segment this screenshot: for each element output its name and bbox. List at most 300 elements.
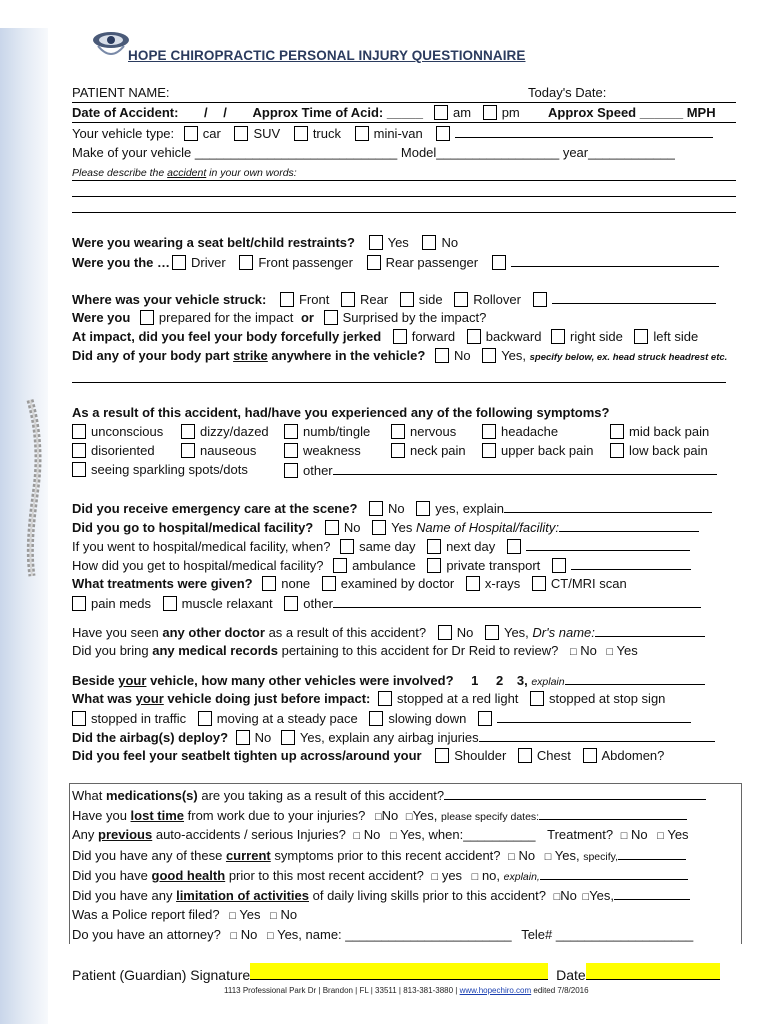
muscle-relaxant-checkbox[interactable]: [163, 596, 177, 611]
front-passenger-checkbox[interactable]: [239, 255, 253, 270]
treat-no-checkbox[interactable]: □: [620, 830, 628, 842]
strike-yes-label: Yes,: [501, 348, 527, 363]
other-when-line[interactable]: [526, 537, 690, 551]
health-yes-checkbox[interactable]: □: [431, 871, 439, 883]
records-no-checkbox[interactable]: □: [569, 646, 577, 658]
police-no-checkbox[interactable]: □: [270, 910, 277, 922]
pm-checkbox[interactable]: [483, 105, 497, 120]
numb-checkbox[interactable]: [284, 424, 298, 439]
vehicles-q-post: vehicle, how many other vehicles were involved?: [150, 673, 454, 688]
seatbelt-question: Were you wearing a seat belt/child restraints?: [72, 235, 355, 250]
surprised-label: Surprised by the impact?: [342, 310, 487, 325]
dizzy-checkbox[interactable]: [181, 424, 195, 439]
current-specify: specify,: [583, 851, 619, 863]
drs-name-line[interactable]: [595, 623, 705, 637]
struck-row: [72, 290, 716, 308]
date-slashes[interactable]: / /: [204, 105, 227, 120]
weakness-checkbox[interactable]: [284, 443, 298, 458]
current-line[interactable]: [618, 846, 686, 860]
current-yes-label: Yes,: [554, 848, 580, 863]
headache-checkbox[interactable]: [482, 424, 496, 439]
other-doing-checkbox[interactable]: [478, 711, 492, 726]
pm-label: pm: [501, 105, 520, 120]
rear-label: Rear: [359, 292, 389, 307]
hospital-name-label: Name of Hospital/facility:: [415, 520, 560, 535]
symptom-nauseous: [181, 442, 256, 460]
website-link[interactable]: www.hopechiro.com: [459, 986, 532, 995]
surprised-checkbox[interactable]: [324, 310, 338, 325]
vehicles-explain: explain: [531, 676, 565, 688]
hospital-row: [72, 518, 699, 536]
make-model-row[interactable]: Make of your vehicle ____________________________ Model_________________ year____________: [72, 145, 675, 160]
other-treatment-label: other: [303, 596, 333, 611]
er-no-checkbox[interactable]: [369, 501, 383, 516]
date-of-accident-label: Date of Accident:: [72, 105, 179, 120]
symptom-mid-back: [610, 423, 709, 441]
other-treatment-checkbox[interactable]: [284, 596, 298, 611]
chest-label: Chest: [536, 748, 571, 763]
health-line[interactable]: [540, 866, 688, 880]
other-position-checkbox[interactable]: [492, 255, 506, 270]
attorney-yes-label[interactable]: Yes, name: _______________________: [277, 927, 512, 942]
seatbelt-no-label: No: [441, 235, 459, 250]
hospital-question: Did you go to hospital/medical facility?: [72, 520, 314, 535]
traffic-checkbox[interactable]: [72, 711, 86, 726]
forward-label: forward: [411, 329, 456, 344]
disoriented-checkbox[interactable]: [72, 443, 86, 458]
other-transport-line[interactable]: [571, 556, 691, 570]
traffic-label: stopped in traffic: [91, 711, 187, 726]
prev-pre: Any: [72, 827, 95, 842]
lost-specify: please specify dates:: [441, 811, 540, 823]
health-no-checkbox[interactable]: □: [471, 871, 479, 883]
unconscious-checkbox[interactable]: [72, 424, 86, 439]
none-checkbox[interactable]: [262, 576, 276, 591]
stop-sign-checkbox[interactable]: [530, 691, 544, 706]
symptom-neck-pain: [391, 442, 466, 460]
hospital-yes-label: Yes: [391, 520, 413, 535]
prepared-checkbox[interactable]: [140, 310, 154, 325]
how-question: How did you get to hospital/medical facility?: [72, 558, 324, 573]
signature-row: [72, 963, 720, 981]
describe-line-3[interactable]: [72, 212, 736, 213]
symptom-label: upper back pain: [501, 443, 594, 458]
strike-line[interactable]: [72, 382, 726, 383]
next-day-checkbox[interactable]: [427, 539, 441, 554]
er-yes-checkbox[interactable]: [416, 501, 430, 516]
am-checkbox[interactable]: [434, 105, 448, 120]
lost-line[interactable]: [539, 806, 687, 820]
side-label: side: [418, 292, 443, 307]
red-light-checkbox[interactable]: [378, 691, 392, 706]
strike-yes-checkbox[interactable]: [482, 348, 496, 363]
steady-pace-checkbox[interactable]: [198, 711, 212, 726]
patient-name-label: PATIENT NAME:: [72, 85, 170, 100]
doing-row-2: [72, 709, 691, 727]
current-no-label: No: [518, 848, 536, 863]
lost-yes-checkbox[interactable]: □: [405, 811, 413, 823]
sparkling-checkbox[interactable]: [72, 462, 86, 477]
abdomen-label: Abdomen?: [601, 748, 665, 763]
meds-bold: medications(s): [105, 788, 198, 803]
stop-sign-label: stopped at stop sign: [549, 691, 666, 706]
limit-no-checkbox[interactable]: □: [553, 891, 561, 903]
symptom-label: headache: [501, 424, 559, 439]
lost-pre: Have you: [72, 808, 127, 823]
airbag-row: [72, 728, 715, 746]
vehicles-3[interactable]: 3,: [516, 673, 528, 688]
approx-speed-label[interactable]: Approx Speed ______ MPH: [548, 105, 716, 120]
nauseous-checkbox[interactable]: [181, 443, 195, 458]
lost-yes-label: Yes,: [412, 808, 438, 823]
same-day-checkbox[interactable]: [340, 539, 354, 554]
date-of-accident-row: [72, 104, 423, 122]
lost-post: from work due to your injuries?: [187, 808, 366, 823]
vehicle-type-row: [72, 124, 713, 142]
jerked-row: [72, 328, 698, 346]
patient-name-line[interactable]: [72, 102, 736, 103]
shoulder-checkbox[interactable]: [435, 748, 449, 763]
records-row: [72, 642, 638, 660]
health-no-label: no,: [481, 868, 501, 883]
minivan-label: mini-van: [373, 126, 423, 141]
treat-no-label: No: [631, 827, 648, 842]
other-when-checkbox[interactable]: [507, 539, 521, 554]
doctor-row: [72, 623, 705, 641]
meds-line[interactable]: [444, 786, 706, 800]
seatbelt-yes-checkbox[interactable]: [369, 235, 383, 250]
strike-question-post: anywhere in the vehicle?: [271, 348, 426, 363]
backward-checkbox[interactable]: [467, 329, 481, 344]
hospital-no-label: No: [343, 520, 361, 535]
prev-post: auto-accidents / serious Injuries?: [155, 827, 346, 842]
seatbelt-yes-label: Yes: [387, 235, 409, 250]
current-row: [72, 846, 686, 864]
seatbelt-tighten-row: [72, 747, 664, 765]
vehicle-type-label: Your vehicle type:: [72, 126, 175, 141]
treatments-row: [72, 575, 627, 593]
doctor-q-post: as a result of this accident?: [268, 625, 427, 640]
attorney-question: Do you have an attorney?: [72, 927, 221, 942]
xrays-label: x-rays: [484, 576, 521, 591]
police-question: Was a Police report filed?: [72, 907, 220, 922]
front-label: Front: [298, 292, 330, 307]
meds-post: are you taking as a result of this accident?: [201, 788, 445, 803]
suv-label: SUV: [253, 126, 281, 141]
symptom-label: dizzy/dazed: [200, 424, 269, 439]
prepared-label: prepared for the impact: [158, 310, 294, 325]
describe-label: Please describe the accident in your own words:: [72, 167, 297, 179]
police-yes-checkbox[interactable]: □: [229, 910, 236, 922]
or-label: or: [300, 310, 314, 325]
pain-meds-checkbox[interactable]: [72, 596, 86, 611]
symptom-low-back: [610, 442, 708, 460]
limit-pre: Did you have any: [72, 888, 173, 903]
symptom-label: unconscious: [91, 424, 164, 439]
driver-question: Were you the …: [72, 255, 171, 270]
doctor-q-bold: any other doctor: [162, 625, 265, 640]
limit-bold: limitation of activities: [176, 888, 309, 903]
other-vehicle-line[interactable]: [455, 124, 713, 138]
footer: [224, 986, 589, 995]
left-side-label: left side: [653, 329, 699, 344]
car-label: car: [202, 126, 221, 141]
page-title: HOPE CHIROPRACTIC PERSONAL INJURY QUESTIONNAIRE: [128, 48, 526, 63]
lost-no-label: No: [381, 808, 399, 823]
describe-line-1[interactable]: [72, 180, 736, 181]
tele-label[interactable]: Tele# ___________________: [521, 927, 694, 942]
symptom-headache: [482, 423, 558, 441]
red-light-label: stopped at a red light: [397, 691, 519, 706]
truck-label: truck: [312, 126, 341, 141]
hospital-no-checkbox[interactable]: [325, 520, 339, 535]
vehicles-2[interactable]: 2: [496, 673, 504, 688]
strike-no-checkbox[interactable]: [435, 348, 449, 363]
airbag-no-checkbox[interactable]: [236, 730, 250, 745]
other-treatment-line[interactable]: [333, 594, 701, 608]
hospital-yes-checkbox[interactable]: [372, 520, 386, 535]
symptom-label: neck pain: [410, 443, 466, 458]
right-side-label: right side: [570, 329, 623, 344]
records-yes-checkbox[interactable]: □: [606, 646, 614, 658]
rear-passenger-label: Rear passenger: [385, 255, 479, 270]
attorney-no-label: No: [240, 927, 258, 942]
ambulance-checkbox[interactable]: [333, 558, 347, 573]
ctmri-label: CT/MRI scan: [550, 576, 627, 591]
ampm-row: [434, 104, 520, 122]
todays-date-label: Today's Date:: [528, 85, 607, 100]
other-position-line[interactable]: [511, 253, 719, 267]
suv-checkbox[interactable]: [234, 126, 248, 141]
limitation-row: [72, 886, 690, 904]
struck-question: Where was your vehicle struck:: [72, 292, 267, 307]
car-checkbox[interactable]: [184, 126, 198, 141]
front-passenger-label: Front passenger: [258, 255, 353, 270]
symptom-label: nervous: [410, 424, 457, 439]
symptom-label: numb/tingle: [303, 424, 371, 439]
symptom-label: other: [303, 463, 333, 478]
jerked-question: At impact, did you feel your body forcefully jerked: [72, 329, 382, 344]
health-yes-label: yes: [441, 868, 463, 883]
right-side-checkbox[interactable]: [551, 329, 565, 344]
front-checkbox[interactable]: [280, 292, 294, 307]
health-row: [72, 866, 688, 884]
er-question: Did you receive emergency care at the scene?: [72, 501, 358, 516]
limit-yes-checkbox[interactable]: □: [582, 891, 590, 903]
approx-time-label[interactable]: Approx Time of Acid: _____: [252, 105, 424, 120]
attorney-no-checkbox[interactable]: □: [230, 930, 238, 942]
other-vehicle-checkbox[interactable]: [436, 126, 450, 141]
symptom-upper-back: [482, 442, 594, 460]
accident-line: [72, 122, 736, 123]
current-no-checkbox[interactable]: □: [508, 851, 515, 863]
date-field[interactable]: [586, 963, 720, 980]
strike-specify-note: specify below, ex. head struck headrest etc.: [529, 352, 728, 363]
vehicles-explain-line[interactable]: [565, 671, 705, 685]
symptom-label: disoriented: [91, 443, 155, 458]
vehicles-q-pre: Beside: [72, 673, 115, 688]
describe-line-2[interactable]: [72, 196, 736, 197]
driver-checkbox[interactable]: [172, 255, 186, 270]
symptom-row-1: [72, 423, 163, 441]
treat-yes-checkbox[interactable]: □: [657, 830, 664, 842]
meds-pre: What: [72, 788, 103, 803]
prepared-row: [72, 309, 486, 327]
other-symptom-checkbox[interactable]: [284, 463, 298, 478]
none-label: none: [281, 576, 311, 591]
prev-bold: previous: [98, 827, 153, 842]
attorney-row: [72, 926, 693, 944]
other-struck-line[interactable]: [552, 290, 716, 304]
doctor-no-checkbox[interactable]: [438, 625, 452, 640]
upper-back-checkbox[interactable]: [482, 443, 496, 458]
doing-q-your: your: [135, 691, 164, 706]
doing-q-pre: What was: [72, 691, 132, 706]
truck-checkbox[interactable]: [294, 126, 308, 141]
police-no-label: No: [280, 907, 298, 922]
abdomen-checkbox[interactable]: [583, 748, 597, 763]
symptom-label: weakness: [303, 443, 361, 458]
symptom-dizzy: [181, 423, 269, 441]
lost-bold: lost time: [130, 808, 185, 823]
symptom-label: seeing sparkling spots/dots: [91, 462, 248, 477]
current-post: symptoms prior to this recent accident?: [274, 848, 501, 863]
seatbelt-row: [72, 234, 458, 252]
treatments-question: What treatments were given?: [72, 576, 253, 591]
lost-no-checkbox[interactable]: □: [375, 811, 382, 823]
doctor-no-label: No: [456, 625, 474, 640]
other-transport-checkbox[interactable]: [552, 558, 566, 573]
seatbelt-no-checkbox[interactable]: [422, 235, 436, 250]
same-day-label: same day: [359, 539, 416, 554]
lost-time-row: [72, 806, 687, 824]
prev-no-label: No: [363, 827, 381, 842]
current-pre: Did you have any of these: [72, 848, 223, 863]
strike-no-label: No: [453, 348, 471, 363]
private-transport-label: private transport: [446, 558, 541, 573]
examined-checkbox[interactable]: [322, 576, 336, 591]
drs-name-label: Dr's name:: [532, 625, 595, 640]
er-explain-line[interactable]: [504, 499, 712, 513]
other-symptom-line[interactable]: [333, 461, 717, 475]
vehicles-1[interactable]: 1: [471, 673, 479, 688]
mid-back-checkbox[interactable]: [610, 424, 624, 439]
er-no-label: No: [388, 501, 405, 516]
records-q-pre: Did you bring: [72, 643, 149, 658]
nervous-checkbox[interactable]: [391, 424, 405, 439]
doing-row: [72, 690, 665, 708]
symptom-nervous: [391, 423, 456, 441]
police-yes-label: Yes: [239, 907, 261, 922]
signature-field[interactable]: [250, 963, 548, 980]
attorney-yes-checkbox[interactable]: □: [267, 930, 274, 942]
symptom-weakness: [284, 442, 361, 460]
health-post: prior to this most recent accident?: [228, 868, 424, 883]
prev-yes-checkbox[interactable]: □: [390, 830, 397, 842]
treatment-label: Treatment?: [547, 827, 614, 842]
health-explain: explain,: [503, 871, 540, 883]
prev-yes-label[interactable]: Yes, when:__________: [400, 827, 536, 842]
health-bold: good health: [151, 868, 226, 883]
health-pre: Did you have: [72, 868, 148, 883]
neck-pain-checkbox[interactable]: [391, 443, 405, 458]
xrays-checkbox[interactable]: [466, 576, 480, 591]
other-struck-checkbox[interactable]: [533, 292, 547, 307]
current-yes-checkbox[interactable]: □: [544, 851, 552, 863]
slowing-label: slowing down: [388, 711, 467, 726]
police-row: [72, 906, 297, 924]
strike-word: strike: [233, 348, 268, 363]
driver-label: Driver: [191, 255, 226, 270]
airbag-yes-label: Yes, explain any airbag injuries: [299, 730, 479, 745]
symptom-label: nauseous: [200, 443, 257, 458]
airbag-yes-checkbox[interactable]: [281, 730, 295, 745]
driver-row: [72, 253, 719, 271]
records-q-bold: any medical records: [152, 643, 278, 658]
rollover-checkbox[interactable]: [454, 292, 468, 307]
symptom-label: mid back pain: [629, 424, 710, 439]
other-doing-line[interactable]: [497, 709, 691, 723]
footer-address: 1113 Professional Park Dr | Brandon | FL | 33511 | 813-381-3880 |: [224, 986, 458, 995]
footer-edited: edited 7/8/2016: [533, 986, 589, 995]
symptom-disoriented: [72, 442, 155, 460]
current-bold: current: [225, 848, 271, 863]
doctor-q-pre: Have you seen: [72, 625, 159, 640]
date-label: Date: [556, 967, 586, 983]
signature-label: Patient (Guardian) Signature: [72, 967, 251, 983]
symptom-other: [284, 461, 717, 479]
chest-checkbox[interactable]: [518, 748, 532, 763]
airbag-no-label: No: [254, 730, 272, 745]
how-row: [72, 556, 691, 574]
slowing-checkbox[interactable]: [369, 711, 383, 726]
forward-checkbox[interactable]: [393, 329, 407, 344]
symptom-label: low back pain: [629, 443, 708, 458]
low-back-checkbox[interactable]: [610, 443, 624, 458]
shoulder-label: Shoulder: [454, 748, 507, 763]
logo-icon: [90, 28, 132, 62]
ctmri-checkbox[interactable]: [532, 576, 546, 591]
private-transport-checkbox[interactable]: [427, 558, 441, 573]
doctor-yes-label: Yes,: [503, 625, 529, 640]
doctor-yes-checkbox[interactable]: [485, 625, 499, 640]
strike-question-pre: Did any of your body part: [72, 348, 230, 363]
backward-label: backward: [485, 329, 542, 344]
records-no-label: No: [580, 643, 597, 658]
rear-checkbox[interactable]: [341, 292, 355, 307]
er-row: [72, 499, 712, 517]
pain-meds-label: pain meds: [91, 596, 151, 611]
vehicles-q-your: your: [118, 673, 147, 688]
hospital-name-line[interactable]: [559, 518, 699, 532]
muscle-relaxant-label: muscle relaxant: [181, 596, 273, 611]
when-question: If you went to hospital/medical facility, when?: [72, 539, 331, 554]
left-side-checkbox[interactable]: [634, 329, 648, 344]
rear-passenger-checkbox[interactable]: [367, 255, 381, 270]
were-you-label: Were you: [72, 310, 131, 325]
am-label: am: [453, 105, 472, 120]
limit-line[interactable]: [614, 886, 690, 900]
seatbelt-tighten-question: Did you feel your seatbelt tighten up across/around your: [72, 748, 422, 763]
side-checkbox[interactable]: [400, 292, 414, 307]
minivan-checkbox[interactable]: [355, 126, 369, 141]
prev-no-checkbox[interactable]: □: [353, 830, 361, 842]
er-yes-label: yes, explain: [435, 501, 504, 516]
limit-no-label: No: [560, 888, 577, 903]
vehicles-row: [72, 671, 705, 689]
airbag-line[interactable]: [479, 728, 715, 742]
strike-row: [72, 347, 727, 365]
